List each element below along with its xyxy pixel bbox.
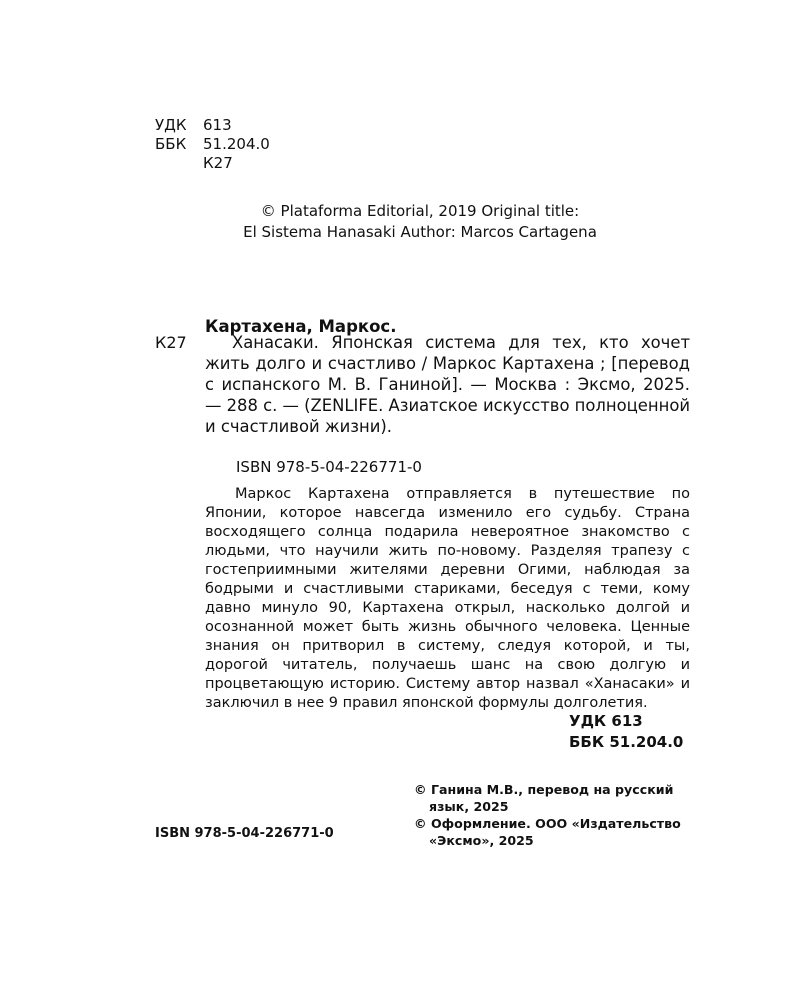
udk-value: 613 xyxy=(203,116,232,134)
bbk-bold: ББК 51.204.0 xyxy=(569,733,684,751)
rights-block xyxy=(414,781,704,849)
annotation xyxy=(205,485,690,713)
original-copyright-line1: © Plataforma Editorial, 2019 Original title: xyxy=(260,202,580,220)
original-copyright-line2: El Sistema Hanasaki Author: Marcos Cartagena xyxy=(243,223,597,241)
isbn-footer: ISBN 978-5-04-226771-0 xyxy=(155,826,334,841)
author-heading: Картахена, Маркос. xyxy=(205,317,397,336)
isbn-record: ISBN 978-5-04-226771-0 xyxy=(236,458,422,476)
original-copyright xyxy=(160,201,680,243)
bbk-value: 51.204.0 xyxy=(203,135,270,153)
annotation-text: Маркос Картахена отправляется в путешествие по Японии, которое навсегда изменило его судьбу. Страна восходящего солнца подарила невероятное знакомство с людьми, что научили жить по-новому. Разделяя трапезу с гостеприимными жителями деревни Огими, наблюдая за бодрыми и счастливыми стариками, беседуя с теми, кому давно минуло 90, Картахена открыл, насколько долгой и осознанной может быть жизнь обычного человека. Ценные знания он притворил в систему, следуя которой, и ты, дорогой читатель, получаешь шанс на свою долгую и процветающую историю. Систему автор назвал «Ханасаки» и заключил в нее 9 правил японской формулы долголетия. xyxy=(205,486,690,711)
udk-bold: УДК 613 xyxy=(569,712,643,730)
author-mark-row xyxy=(155,154,233,173)
record-code: К27 xyxy=(155,333,187,352)
design-rights: © Оформление. ООО «Издательство «Эксмо», 2025 xyxy=(414,816,681,848)
udk-row xyxy=(155,116,232,135)
author-mark: К27 xyxy=(203,154,233,172)
description-text: Ханасаки. Японская система для тех, кто хочет жить долго и счастливо / Маркос Картахена ; [перевод с испанского М. В. Ганиной]. — Москва : Эксмо, 2025. — 288 с. — (ZENLIFE. Азиатское искусство полноценной и счастливой жизни). xyxy=(205,333,690,436)
bbk-label: ББК xyxy=(155,135,187,153)
udk-label: УДК xyxy=(155,116,187,134)
bbk-row xyxy=(155,135,270,154)
translation-rights: © Ганина М.В., перевод на русский язык, 2025 xyxy=(414,782,674,814)
bibliographic-description xyxy=(205,332,690,437)
